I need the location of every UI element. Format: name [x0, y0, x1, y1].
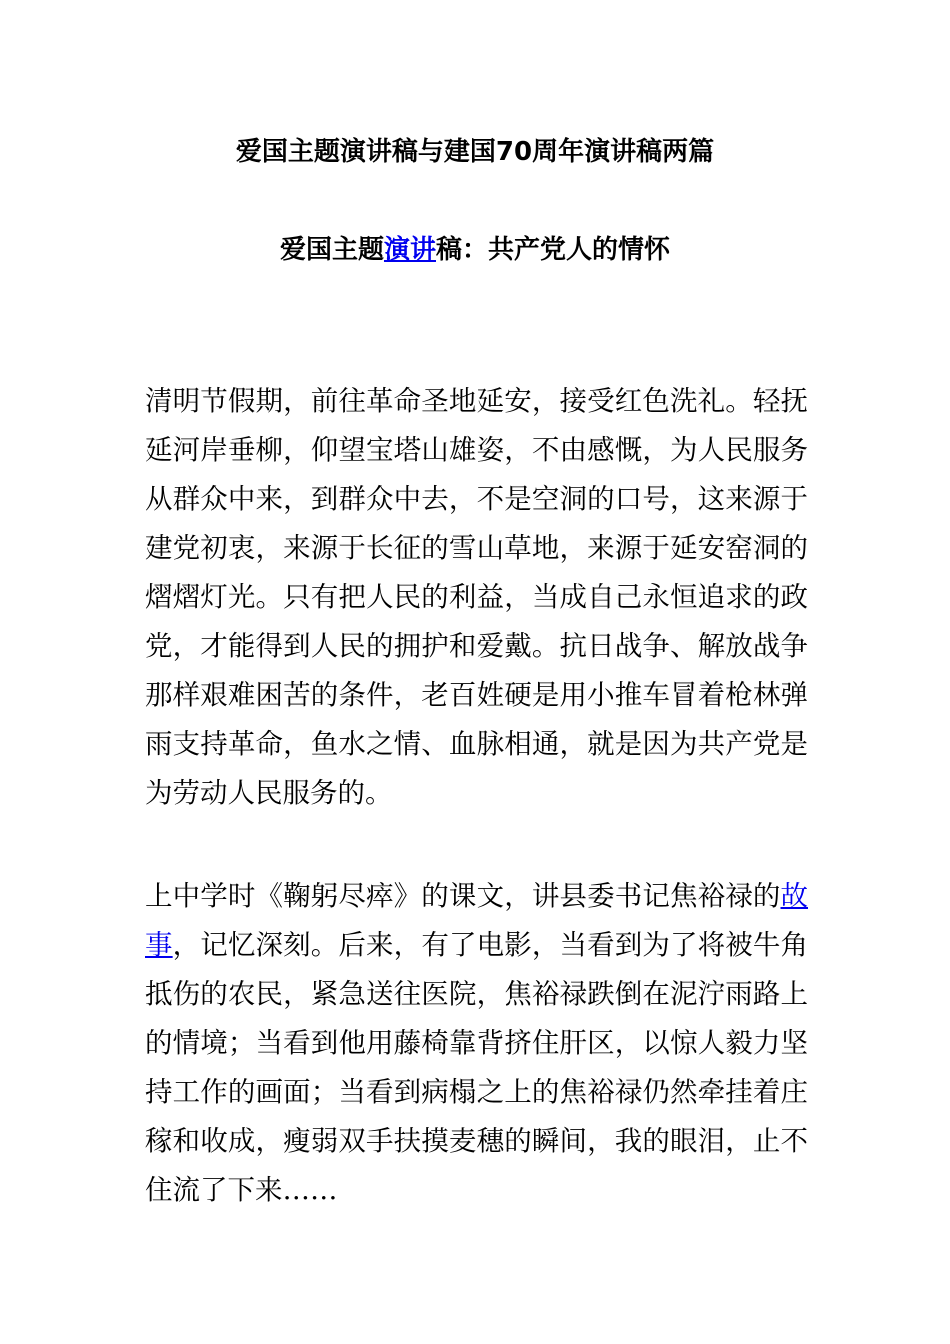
document-subtitle: [0, 232, 950, 268]
paragraph-1: 清明节假期，前往革命圣地延安，接受红色洗礼。轻抚延河岸垂柳，仰望宝塔山雄姿，不由感慨，为人民服务从群众中来，到群众中去，不是空洞的口号，这来源于建党初衷，来源于长征的雪山草地，来源于延安窑洞的熠熠灯光。只有把人民的利益，当成自己永恒追求的政党，才能得到人民的拥护和爱戴。抗日战争、解放战争那样艰难困苦的条件，老百姓硬是用小推车冒着枪林弹雨支持革命，鱼水之情、血脉相通，就是因为共产党是为劳动人民服务的。: [145, 385, 808, 809]
speech-link[interactable]: 演讲: [383, 235, 436, 265]
subtitle-prefix: 爱国主题: [279, 235, 384, 265]
document-title: 爱国主题演讲稿与建国70周年演讲稿两篇: [235, 137, 715, 167]
subtitle-suffix: 稿：共产党人的情怀: [436, 235, 671, 265]
paragraph-2-prefix: 上中学时《鞠躬尽瘁》的课文，讲县委书记焦裕禄的: [145, 880, 781, 912]
story-link[interactable]: 故事: [145, 880, 808, 961]
paragraph-2: [145, 872, 808, 1215]
paragraph-2-suffix: ，记忆深刻。后来，有了电影，当看到为了将被牛角抵伤的农民，紧急送往医院，焦裕禄跌倒在泥泞雨路上的情境；当看到他用藤椅靠背挤住肝区，以惊人毅力坚持工作的画面；当看到病榻之上的焦裕禄仍然牵挂着庄稼和收成，瘦弱双手扶摸麦穗的瞬间，我的眼泪，止不住流了下来……: [145, 929, 809, 1206]
